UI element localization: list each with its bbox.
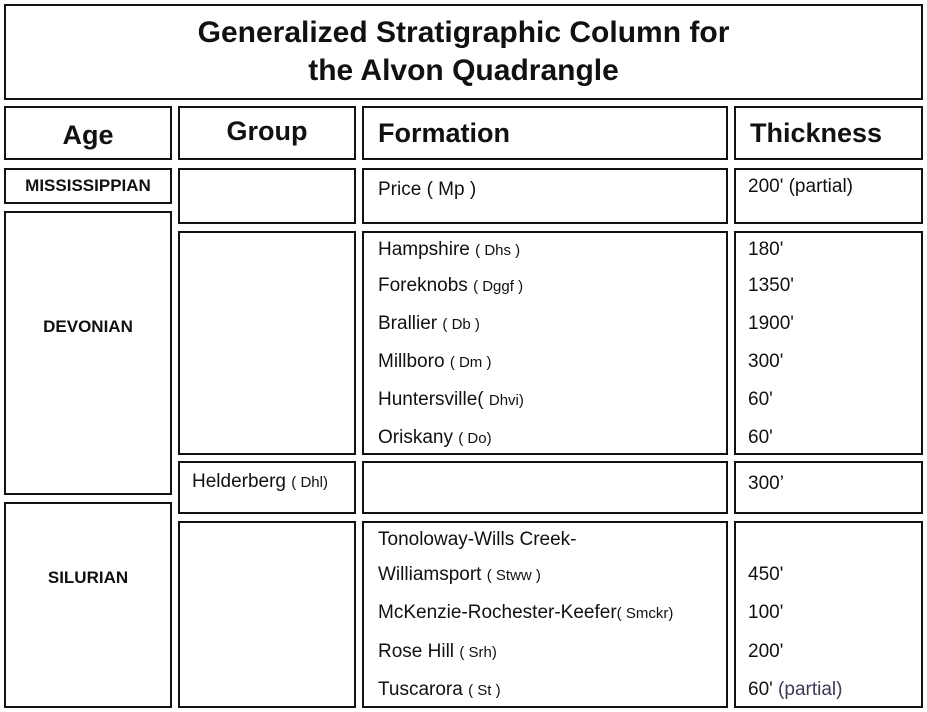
- formation-name: Tonoloway-Wills Creek-: [378, 529, 577, 550]
- formation-name: McKenzie-Rochester-Keefer: [378, 602, 617, 623]
- formation-name: Price: [378, 179, 422, 200]
- title-box: [4, 4, 923, 100]
- header-thickness-label: Thickness: [750, 117, 883, 148]
- thickness-mckenzie: [748, 601, 783, 625]
- thickness-tonoloway: [748, 563, 783, 587]
- header-age-label: Age: [62, 119, 114, 150]
- header-formation-label: Formation: [378, 117, 510, 148]
- formation-symbol: Dhvi): [488, 392, 524, 409]
- formation-rose-hill: [378, 640, 497, 665]
- formation-symbol: ( Stww ): [486, 567, 541, 584]
- group-helderberg-name: Helderberg: [192, 471, 286, 492]
- thickness-tuscarora: [748, 678, 842, 702]
- group-helderberg-symbol: ( Dhl): [291, 474, 328, 491]
- thickness-rose-hill: [748, 640, 783, 664]
- thickness-hampshire: [748, 238, 783, 262]
- thickness-price: [748, 175, 853, 199]
- title-line-2: the Alvon Quadrangle: [308, 54, 619, 87]
- thickness-millboro: [748, 350, 783, 374]
- formation-cell-helderberg: [362, 461, 728, 514]
- thickness-value: 1350': [748, 275, 794, 296]
- title-line-1: Generalized Stratigraphic Column for: [197, 16, 730, 49]
- thickness-value: 100': [748, 602, 784, 623]
- formation-symbol: ( Smckr): [616, 605, 674, 622]
- formation-name: Hampshire: [378, 239, 470, 260]
- thickness-cell-devonian: [734, 231, 923, 455]
- thickness-note: (partial): [778, 679, 843, 700]
- header-formation: [362, 106, 728, 160]
- thickness-brallier: [748, 312, 794, 336]
- thickness-value: 60': [748, 679, 773, 700]
- formation-huntersville: [378, 388, 524, 413]
- formation-symbol: ( Dhs ): [475, 242, 521, 259]
- formation-symbol: ( Dm ): [449, 354, 492, 371]
- age-silurian-label: SILURIAN: [47, 568, 129, 587]
- formation-symbol: ( Mp ): [426, 179, 477, 200]
- formation-symbol: ( Do): [458, 430, 492, 447]
- age-devonian-label: DEVONIAN: [43, 317, 133, 336]
- thickness-value: 180': [748, 239, 784, 260]
- formation-brallier: [378, 312, 480, 337]
- formation-name: Tuscarora: [378, 679, 463, 700]
- group-cell-devonian: [178, 231, 356, 455]
- formation-foreknobs: [378, 274, 523, 299]
- thickness-value: 300’: [748, 473, 784, 494]
- age-silurian: [4, 502, 172, 708]
- age-mississippian-label: MISSISSIPPIAN: [25, 176, 151, 195]
- header-group: [178, 106, 356, 160]
- formation-oriskany: [378, 426, 492, 451]
- thickness-note: (partial): [788, 176, 854, 197]
- thickness-foreknobs: [748, 274, 794, 298]
- thickness-huntersville: [748, 388, 773, 412]
- group-cell-silurian: [178, 521, 356, 708]
- formation-name: Williamsport: [378, 564, 482, 585]
- formation-tuscarora: [378, 678, 501, 703]
- formation-tonoloway-line-2: [378, 563, 541, 588]
- formation-mckenzie: [378, 601, 673, 626]
- age-mississippian: [4, 168, 172, 204]
- thickness-value: 60': [748, 427, 773, 448]
- formation-symbol: ( St ): [468, 682, 501, 699]
- formation-paren: (: [477, 389, 484, 410]
- header-age: [4, 106, 172, 160]
- formation-symbol: ( Dggf ): [473, 278, 524, 295]
- thickness-value: 300': [748, 351, 784, 372]
- group-helderberg: [192, 470, 328, 495]
- formation-millboro: [378, 350, 491, 375]
- thickness-value: 1900': [748, 313, 794, 334]
- thickness-value: 60': [748, 389, 773, 410]
- thickness-value: 200': [748, 176, 784, 197]
- formation-name: Rose Hill: [378, 641, 455, 662]
- thickness-value: 200': [748, 641, 784, 662]
- formation-price: [378, 178, 476, 202]
- formation-name: Millboro: [378, 351, 445, 372]
- thickness-oriskany: [748, 426, 773, 450]
- formation-hampshire: [378, 238, 520, 263]
- formation-name: Brallier: [378, 313, 438, 334]
- thickness-value: 450': [748, 564, 784, 585]
- header-thickness: [734, 106, 923, 160]
- header-group-label: Group: [226, 116, 308, 146]
- group-cell-mississippian: [178, 168, 356, 224]
- formation-cell-devonian: [362, 231, 728, 455]
- formation-symbol: ( Db ): [442, 316, 480, 333]
- thickness-helderberg: [748, 472, 784, 496]
- formation-name: Foreknobs: [378, 275, 468, 296]
- formation-name: Huntersville: [378, 389, 478, 410]
- age-devonian: [4, 211, 172, 495]
- formation-symbol: ( Srh): [459, 644, 497, 661]
- formation-name: Oriskany: [378, 427, 453, 448]
- formation-tonoloway-line-1: [378, 528, 577, 552]
